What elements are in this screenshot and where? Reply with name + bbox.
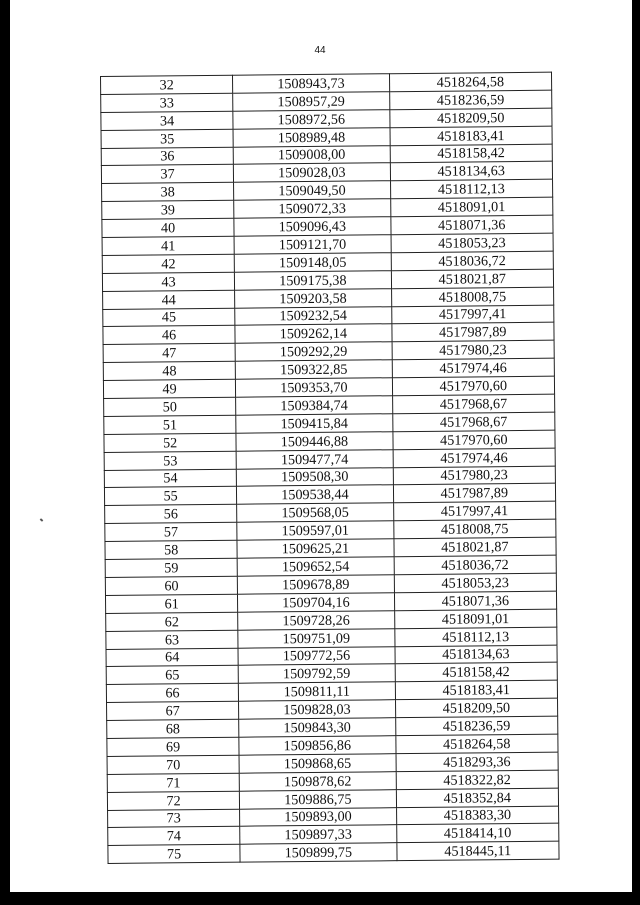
y-coordinate-cell: 4518021,87 <box>394 537 557 556</box>
x-coordinate-cell: 1509843,30 <box>239 718 396 737</box>
y-coordinate-cell: 4518134,63 <box>395 645 558 664</box>
point-number-cell: 59 <box>105 558 237 577</box>
x-coordinate-cell: 1509508,30 <box>236 467 393 486</box>
x-coordinate-cell: 1509232,54 <box>235 306 392 325</box>
y-coordinate-cell: 4518053,23 <box>391 233 554 252</box>
y-coordinate-cell: 4518008,75 <box>393 519 556 538</box>
point-number-cell: 33 <box>101 93 233 112</box>
point-number-cell: 52 <box>104 433 236 452</box>
y-coordinate-cell: 4518236,59 <box>389 90 552 109</box>
x-coordinate-cell: 1508943,73 <box>233 74 390 93</box>
y-coordinate-cell: 4518008,75 <box>391 287 554 306</box>
y-coordinate-cell: 4517970,60 <box>392 376 555 395</box>
y-coordinate-cell: 4518322,82 <box>396 770 559 789</box>
point-number-cell: 67 <box>107 701 239 720</box>
x-coordinate-cell: 1509704,16 <box>238 593 395 612</box>
point-number-cell: 40 <box>102 218 234 237</box>
x-coordinate-cell: 1509878,62 <box>239 771 396 790</box>
x-coordinate-cell: 1508989,48 <box>233 127 390 146</box>
y-coordinate-cell: 4517980,23 <box>393 466 556 485</box>
y-coordinate-cell: 4518264,58 <box>395 734 558 753</box>
y-coordinate-cell: 4518091,01 <box>390 197 553 216</box>
x-coordinate-cell: 1509446,88 <box>236 432 393 451</box>
point-number-cell: 46 <box>103 326 235 345</box>
x-coordinate-cell: 1509678,89 <box>238 575 395 594</box>
x-coordinate-cell: 1509886,75 <box>240 789 397 808</box>
y-coordinate-cell: 4517974,46 <box>392 358 555 377</box>
y-coordinate-cell: 4518112,13 <box>390 180 553 199</box>
x-coordinate-cell: 1509121,70 <box>234 235 391 254</box>
x-coordinate-cell: 1509792,59 <box>238 664 395 683</box>
y-coordinate-cell: 4517968,67 <box>392 412 555 431</box>
x-coordinate-cell: 1509262,14 <box>235 324 392 343</box>
point-number-cell: 58 <box>105 540 237 559</box>
x-coordinate-cell: 1509868,65 <box>239 754 396 773</box>
point-number-cell: 72 <box>107 791 239 810</box>
x-coordinate-cell: 1509856,86 <box>239 736 396 755</box>
point-number-cell: 51 <box>104 415 236 434</box>
x-coordinate-cell: 1509828,03 <box>239 700 396 719</box>
y-coordinate-cell: 4518021,87 <box>391 269 554 288</box>
y-coordinate-cell: 4518091,01 <box>394 609 557 628</box>
coordinates-table <box>100 72 560 864</box>
y-coordinate-cell: 4518053,23 <box>394 573 557 592</box>
x-coordinate-cell: 1509353,70 <box>236 378 393 397</box>
y-coordinate-cell: 4518134,63 <box>390 162 553 181</box>
x-coordinate-cell: 1509175,38 <box>235 271 392 290</box>
point-number-cell: 57 <box>105 522 237 541</box>
page-number: 44 <box>314 45 326 56</box>
x-coordinate-cell: 1509477,74 <box>236 449 393 468</box>
x-coordinate-cell: 1509899,75 <box>240 843 397 862</box>
point-number-cell: 56 <box>105 505 237 524</box>
point-number-cell: 75 <box>108 844 240 863</box>
point-number-cell: 68 <box>107 719 239 738</box>
y-coordinate-cell: 4518209,50 <box>395 698 558 717</box>
point-number-cell: 35 <box>101 129 233 148</box>
point-number-cell: 49 <box>103 379 235 398</box>
point-number-cell: 45 <box>103 308 235 327</box>
y-coordinate-cell: 4517987,89 <box>393 484 556 503</box>
x-coordinate-cell: 1509538,44 <box>237 485 394 504</box>
y-coordinate-cell: 4517970,60 <box>393 430 556 449</box>
y-coordinate-cell: 4518293,36 <box>396 752 559 771</box>
coordinates-table-body <box>101 72 560 863</box>
x-coordinate-cell: 1509049,50 <box>234 181 391 200</box>
x-coordinate-cell: 1509625,21 <box>237 539 394 558</box>
point-number-cell: 74 <box>108 827 240 846</box>
y-coordinate-cell: 4518209,50 <box>389 108 552 127</box>
y-coordinate-cell: 4518036,72 <box>391 251 554 270</box>
x-coordinate-cell: 1509893,00 <box>240 807 397 826</box>
y-coordinate-cell: 4517968,67 <box>392 394 555 413</box>
y-coordinate-cell: 4518071,36 <box>394 591 557 610</box>
point-number-cell: 41 <box>102 236 234 255</box>
x-coordinate-cell: 1509292,29 <box>235 342 392 361</box>
y-coordinate-cell: 4518264,58 <box>389 72 552 91</box>
point-number-cell: 70 <box>107 755 239 774</box>
y-coordinate-cell: 4518414,10 <box>396 824 559 843</box>
point-number-cell: 69 <box>107 737 239 756</box>
x-coordinate-cell: 1508957,29 <box>233 92 390 111</box>
y-coordinate-cell: 4517987,89 <box>392 323 555 342</box>
point-number-cell: 60 <box>105 576 237 595</box>
table-row <box>108 841 559 863</box>
x-coordinate-cell: 1509728,26 <box>238 610 395 629</box>
x-coordinate-cell: 1509772,56 <box>238 646 395 665</box>
x-coordinate-cell: 1509203,58 <box>235 288 392 307</box>
point-number-cell: 64 <box>106 648 238 667</box>
x-coordinate-cell: 1509096,43 <box>234 217 391 236</box>
point-number-cell: 38 <box>102 183 234 202</box>
x-coordinate-cell: 1509811,11 <box>239 682 396 701</box>
y-coordinate-cell: 4518445,11 <box>396 841 559 860</box>
y-coordinate-cell: 4517974,46 <box>393 448 556 467</box>
point-number-cell: 66 <box>106 683 238 702</box>
x-coordinate-cell: 1509072,33 <box>234 199 391 218</box>
x-coordinate-cell: 1509597,01 <box>237 521 394 540</box>
y-coordinate-cell: 4518158,42 <box>390 144 553 163</box>
y-coordinate-cell: 4518183,41 <box>395 680 558 699</box>
point-number-cell: 37 <box>101 165 233 184</box>
point-number-cell: 63 <box>106 630 238 649</box>
y-coordinate-cell: 4518352,84 <box>396 788 559 807</box>
x-coordinate-cell: 1509148,05 <box>234 253 391 272</box>
point-number-cell: 47 <box>103 344 235 363</box>
y-coordinate-cell: 4517997,41 <box>393 502 556 521</box>
x-coordinate-cell: 1509652,54 <box>237 557 394 576</box>
y-coordinate-cell: 4518071,36 <box>390 215 553 234</box>
x-coordinate-cell: 1509322,85 <box>235 360 392 379</box>
point-number-cell: 32 <box>101 75 233 94</box>
x-coordinate-cell: 1509751,09 <box>238 628 395 647</box>
point-number-cell: 61 <box>105 594 237 613</box>
point-number-cell: 71 <box>107 773 239 792</box>
point-number-cell: 65 <box>106 666 238 685</box>
x-coordinate-cell: 1508972,56 <box>233 110 390 129</box>
point-number-cell: 55 <box>104 487 236 506</box>
y-coordinate-cell: 4518236,59 <box>395 716 558 735</box>
point-number-cell: 34 <box>101 111 233 130</box>
y-coordinate-cell: 4517980,23 <box>392 341 555 360</box>
point-number-cell: 73 <box>108 809 240 828</box>
x-coordinate-cell: 1509028,03 <box>234 163 391 182</box>
x-coordinate-cell: 1509568,05 <box>237 503 394 522</box>
point-number-cell: 48 <box>103 361 235 380</box>
y-coordinate-cell: 4518183,41 <box>390 126 553 145</box>
y-coordinate-cell: 4518383,30 <box>396 806 559 825</box>
x-coordinate-cell: 1509897,33 <box>240 825 397 844</box>
point-number-cell: 50 <box>104 397 236 416</box>
point-number-cell: 36 <box>101 147 233 166</box>
y-coordinate-cell: 4518112,13 <box>394 627 557 646</box>
point-number-cell: 62 <box>106 612 238 631</box>
point-number-cell: 43 <box>102 272 234 291</box>
point-number-cell: 42 <box>102 254 234 273</box>
x-coordinate-cell: 1509384,74 <box>236 396 393 415</box>
point-number-cell: 44 <box>103 290 235 309</box>
x-coordinate-cell: 1509415,84 <box>236 414 393 433</box>
y-coordinate-cell: 4518158,42 <box>395 663 558 682</box>
point-number-cell: 39 <box>102 200 234 219</box>
y-coordinate-cell: 4518036,72 <box>394 555 557 574</box>
point-number-cell: 54 <box>104 469 236 488</box>
x-coordinate-cell: 1509008,00 <box>233 145 390 164</box>
point-number-cell: 53 <box>104 451 236 470</box>
y-coordinate-cell: 4517997,41 <box>391 305 554 324</box>
